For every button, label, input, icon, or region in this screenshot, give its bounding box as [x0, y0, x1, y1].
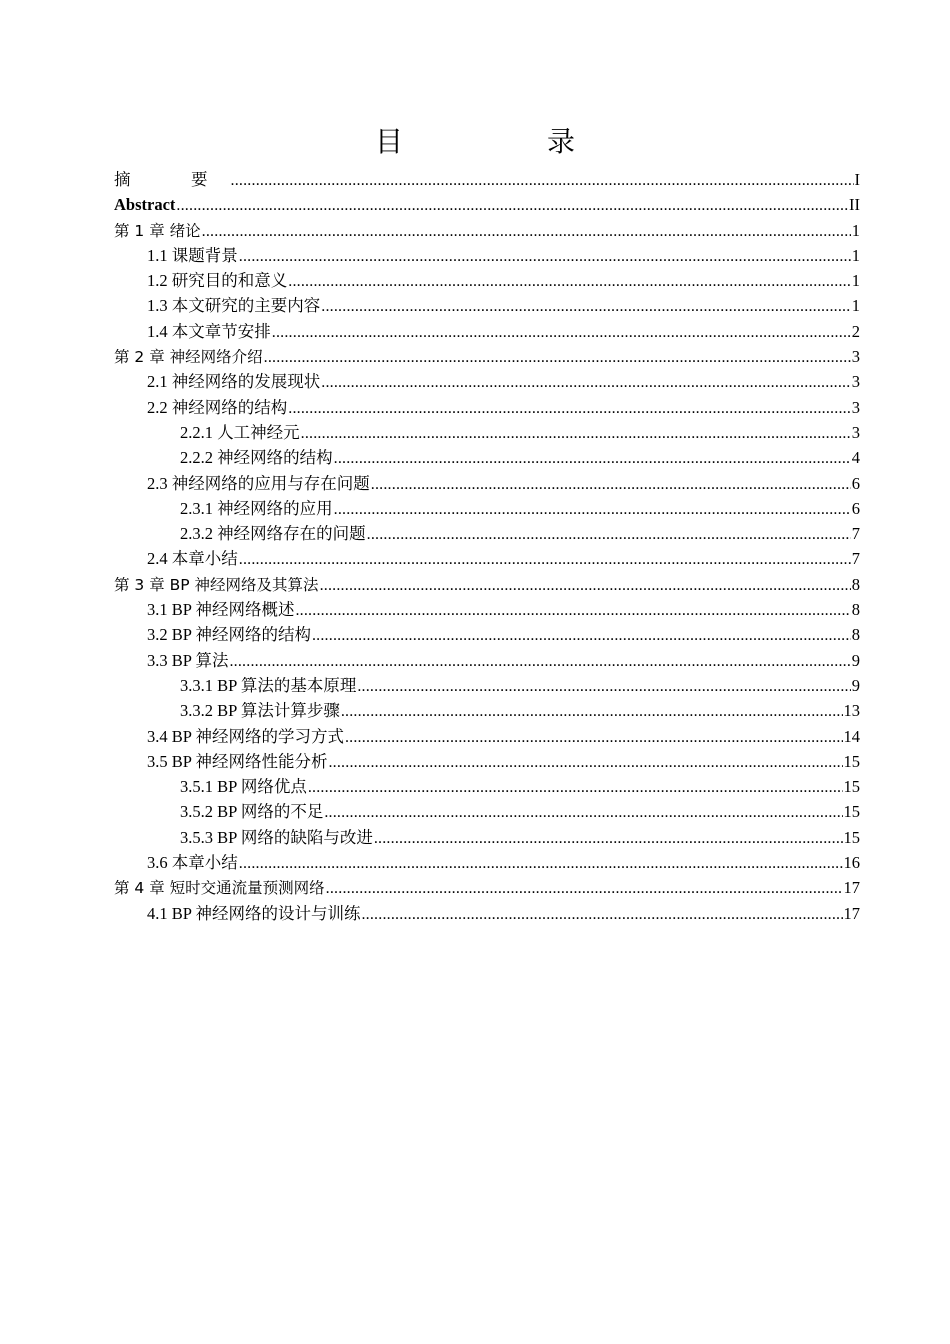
toc-entry-label: 3.5.1 BP 网络优点 [180, 777, 307, 797]
toc-page-number: 9 [851, 650, 860, 670]
toc-dot-leader [326, 875, 843, 901]
toc-entry-label: 3.2 BP 神经网络的结构 [147, 625, 311, 645]
toc-entry-label: 1.3 本文研究的主要内容 [147, 296, 321, 316]
toc-dot-leader [308, 774, 843, 800]
toc-entry-label: 第 1 章 绪论 [114, 221, 201, 240]
toc-entry[interactable] [114, 901, 860, 926]
toc-entry-label: 2.3.1 神经网络的应用 [180, 498, 333, 518]
toc-page-number: 4 [851, 448, 860, 468]
toc-dot-leader [357, 673, 850, 699]
toc-entry[interactable] [114, 395, 860, 420]
toc-dot-leader [295, 597, 850, 623]
toc-dot-leader [321, 369, 851, 395]
toc-page-number: 17 [843, 903, 860, 923]
toc-entry-label: 第 2 章 神经网络介绍 [114, 348, 263, 367]
toc-page-number: 3 [851, 397, 860, 417]
toc-entry-label: 4.1 BP 神经网络的设计与训练 [147, 903, 361, 923]
toc-dot-leader [334, 496, 851, 522]
toc-entry[interactable] [114, 521, 860, 546]
toc-page-number: 1 [851, 296, 860, 316]
toc-page-number: 3 [851, 372, 860, 392]
toc-page-number: 3 [851, 347, 860, 367]
toc-dot-leader [312, 622, 851, 648]
toc-dot-leader [288, 395, 851, 421]
toc-entry-label: 第 4 章 短时交通流量预测网络 [114, 879, 325, 898]
toc-dot-leader [371, 471, 851, 497]
toc-entry[interactable] [114, 268, 860, 293]
toc-dot-leader [231, 167, 854, 193]
toc-entry-label: 2.2 神经网络的结构 [147, 397, 288, 417]
toc-entry-label: 1.1 课题背景 [147, 245, 238, 265]
toc-dot-leader [321, 293, 851, 319]
toc-entry[interactable] [114, 546, 860, 571]
toc-entry-label: 3.5.3 BP 网络的缺陷与改进 [180, 827, 373, 847]
toc-page-number: 17 [843, 878, 860, 898]
toc-entry-label: 摘 要 [114, 170, 230, 189]
toc-entry[interactable] [114, 825, 860, 850]
toc-entry[interactable] [114, 774, 860, 799]
toc-page-number: 1 [851, 245, 860, 265]
toc-entry-label: 第 3 章 BP 神经网络及其算法 [114, 575, 319, 594]
toc-entry-label: 2.3 神经网络的应用与存在问题 [147, 473, 370, 493]
toc-page-number: 6 [851, 498, 860, 518]
toc-entry-label: 1.4 本文章节安排 [147, 321, 271, 341]
toc-entry-label: 3.5 BP 神经网络性能分析 [147, 751, 328, 771]
toc-dot-leader [367, 521, 851, 547]
toc-entry-label: 3.3.1 BP 算法的基本原理 [180, 675, 357, 695]
toc-entry-label: 1.2 研究目的和意义 [147, 271, 288, 291]
toc-entry[interactable] [114, 445, 860, 470]
toc-entry[interactable] [114, 167, 860, 192]
toc-entry[interactable] [114, 597, 860, 622]
toc-entry[interactable] [114, 622, 860, 647]
toc-page-number: 3 [851, 422, 860, 442]
toc-entry-label: 3.4 BP 神经网络的学习方式 [147, 726, 344, 746]
toc-entry[interactable] [114, 420, 860, 445]
toc-entry-label: 3.6 本章小结 [147, 853, 238, 873]
toc-entry[interactable] [114, 673, 860, 698]
toc-entry[interactable] [114, 648, 860, 673]
toc-page-number: 8 [851, 574, 860, 594]
toc-page-number: 15 [843, 777, 860, 797]
toc-page-number: 13 [843, 701, 860, 721]
toc-entry-label: 2.2.2 神经网络的结构 [180, 448, 333, 468]
toc-dot-leader [324, 799, 842, 825]
toc-entry[interactable] [114, 850, 860, 875]
toc-page-number: II [849, 195, 860, 215]
toc-entry-label: 2.4 本章小结 [147, 549, 238, 569]
toc-dot-leader [341, 698, 843, 724]
toc-entry[interactable] [114, 799, 860, 824]
toc-dot-leader [288, 268, 851, 294]
toc-dot-leader [361, 901, 842, 927]
toc-entry[interactable] [114, 749, 860, 774]
toc-entry-label: 3.1 BP 神经网络概述 [147, 600, 295, 620]
toc-page-number: 15 [843, 802, 860, 822]
toc-dot-leader [272, 319, 851, 345]
toc-entry[interactable] [114, 369, 860, 394]
toc-page-number: 7 [851, 549, 860, 569]
toc-dot-leader [239, 243, 851, 269]
toc-dot-leader [239, 546, 851, 572]
toc-page-number: 1 [851, 220, 860, 240]
toc-page-number: 8 [851, 600, 860, 620]
toc-dot-leader [264, 344, 851, 370]
table-of-contents [114, 167, 860, 926]
toc-dot-leader [202, 218, 851, 244]
toc-page-number: 15 [843, 751, 860, 771]
toc-page-number: 9 [851, 675, 860, 695]
toc-entry-label: 3.3 BP 算法 [147, 650, 229, 670]
toc-dot-leader [320, 572, 851, 598]
toc-entry[interactable] [114, 496, 860, 521]
toc-page-number: I [854, 170, 860, 189]
toc-entry-label: 3.3.2 BP 算法计算步骤 [180, 701, 340, 721]
toc-page-number: 8 [851, 625, 860, 645]
toc-dot-leader [176, 192, 848, 218]
page-title: 目 录 [374, 125, 633, 158]
toc-dot-leader [345, 724, 843, 750]
toc-entry[interactable] [114, 698, 860, 723]
toc-entry[interactable] [114, 293, 860, 318]
toc-dot-leader [229, 648, 850, 674]
toc-entry[interactable] [114, 344, 860, 369]
toc-entry[interactable] [114, 243, 860, 268]
toc-page-number: 7 [851, 524, 860, 544]
toc-entry-label: Abstract [114, 195, 176, 215]
toc-page-number: 15 [843, 827, 860, 847]
toc-entry-label: 2.3.2 神经网络存在的问题 [180, 524, 366, 544]
toc-entry[interactable] [114, 471, 860, 496]
toc-dot-leader [239, 850, 843, 876]
toc-page-number: 2 [851, 321, 860, 341]
toc-entry-label: 2.1 神经网络的发展现状 [147, 372, 321, 392]
toc-entry[interactable] [114, 319, 860, 344]
toc-page-number: 1 [851, 271, 860, 291]
toc-page-number: 6 [851, 473, 860, 493]
toc-entry[interactable] [114, 192, 860, 217]
toc-dot-leader [334, 445, 851, 471]
toc-page-number: 14 [843, 726, 860, 746]
toc-page-number: 16 [843, 853, 860, 873]
toc-dot-leader [374, 825, 843, 851]
toc-dot-leader [301, 420, 851, 446]
toc-dot-leader [328, 749, 842, 775]
toc-entry[interactable] [114, 218, 860, 243]
toc-entry-label: 3.5.2 BP 网络的不足 [180, 802, 324, 822]
toc-entry-label: 2.2.1 人工神经元 [180, 422, 300, 442]
toc-entry[interactable] [114, 724, 860, 749]
toc-entry[interactable] [114, 875, 860, 900]
toc-entry[interactable] [114, 572, 860, 597]
